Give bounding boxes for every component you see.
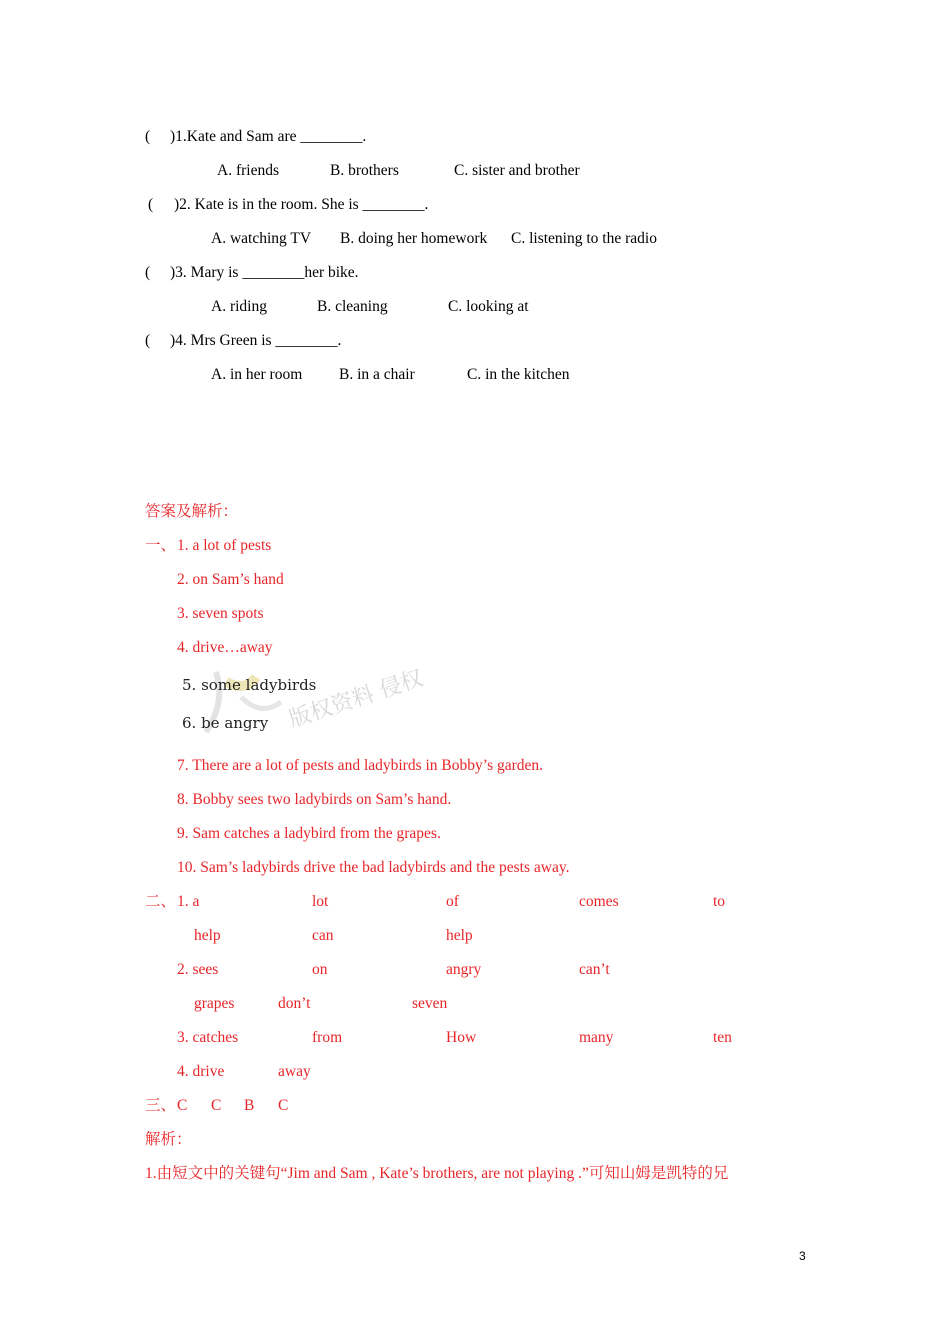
question-4-stem: )4. Mrs Green is ________. xyxy=(170,332,342,349)
part2-cell: 2. sees xyxy=(177,961,219,978)
question-4-option-c: C. in the kitchen xyxy=(467,366,570,383)
scanned-answer-snippet xyxy=(176,662,436,746)
question-2-option-b: B. doing her homework xyxy=(340,230,488,247)
part2-cell: comes xyxy=(579,893,619,910)
part1-item-6: 6. be angry xyxy=(182,714,269,732)
part1-marker: 一、 xyxy=(145,537,177,554)
part2-cell: from xyxy=(312,1029,343,1046)
part2-cell: 4. drive xyxy=(177,1063,225,1080)
part2-cell: grapes xyxy=(194,995,235,1012)
part2-cell: How xyxy=(446,1029,477,1046)
part2-cell: to xyxy=(713,893,726,910)
question-1-option-a: A. friends xyxy=(217,162,279,179)
part2-cell: lot xyxy=(312,893,329,910)
question-1-stem: )1.Kate and Sam are ________. xyxy=(170,128,367,145)
part1-item-3: 3. seven spots xyxy=(177,605,264,622)
part2-cell: help xyxy=(446,927,473,944)
question-1-option-c: C. sister and brother xyxy=(454,162,580,179)
part1-item-2: 2. on Sam’s hand xyxy=(177,571,284,588)
part1-item-1: 1. a lot of pests xyxy=(177,537,272,554)
question-2-bracket: ( xyxy=(148,196,154,213)
part1-item-4: 4. drive…away xyxy=(177,639,273,656)
question-1-bracket: ( xyxy=(145,128,151,145)
question-3-option-b: B. cleaning xyxy=(317,298,388,315)
question-3-option-c: C. looking at xyxy=(448,298,529,315)
part3-answer: C xyxy=(278,1097,289,1114)
part2-cell: 1. a xyxy=(177,893,200,910)
part3-answer: B xyxy=(244,1097,255,1114)
part2-cell: 3. catches xyxy=(177,1029,239,1046)
question-2-stem: )2. Kate is in the room. She is ________. xyxy=(174,196,429,213)
question-3-stem: )3. Mary is ________her bike. xyxy=(170,264,359,281)
question-3-option-a: A. riding xyxy=(211,298,267,315)
part1-sentence-9: 9. Sam catches a ladybird from the grapes. xyxy=(177,825,441,842)
question-2-option-c: C. listening to the radio xyxy=(511,230,657,247)
part1-sentence-8: 8. Bobby sees two ladybirds on Sam’s hand. xyxy=(177,791,452,808)
question-4-option-a: A. in her room xyxy=(211,366,303,383)
analysis-heading: 解析： xyxy=(145,1131,192,1148)
question-2-option-a: A. watching TV xyxy=(211,230,312,247)
watermark-text: 版权资料 侵权 xyxy=(286,666,427,733)
part2-cell: ten xyxy=(713,1029,732,1046)
part2-cell: many xyxy=(579,1029,614,1046)
answers-heading: 答案及解析： xyxy=(145,503,239,520)
part2-cell: on xyxy=(312,961,328,978)
part3-marker: 三、 xyxy=(145,1097,177,1114)
part2-cell: angry xyxy=(446,961,482,978)
part2-cell: don’t xyxy=(278,995,311,1012)
part3-answer: C xyxy=(211,1097,222,1114)
part1-sentence-10: 10. Sam’s ladybirds drive the bad ladybirds and the pests away. xyxy=(177,859,570,876)
question-4-bracket: ( xyxy=(145,332,151,349)
question-4-option-b: B. in a chair xyxy=(339,366,415,383)
page-number: 3 xyxy=(799,1249,806,1263)
part2-marker: 二、 xyxy=(145,893,177,910)
analysis-1: 1.由短文中的关键句“Jim and Sam , Kate’s brothers, are not playing .”可知山姆是凯特的兄 xyxy=(145,1165,729,1182)
question-3-bracket: ( xyxy=(145,264,151,281)
part2-cell: away xyxy=(278,1063,311,1080)
part1-sentence-7: 7. There are a lot of pests and ladybirds in Bobby’s garden. xyxy=(177,757,544,774)
part3-answer: C xyxy=(177,1097,188,1114)
part2-cell: can’t xyxy=(579,961,610,978)
part2-cell: help xyxy=(194,927,221,944)
part1-item-5: 5. some ladybirds xyxy=(182,676,317,694)
part2-cell: can xyxy=(312,927,334,944)
question-1-option-b: B. brothers xyxy=(330,162,399,179)
part2-cell: of xyxy=(446,893,459,910)
part2-cell: seven xyxy=(412,995,448,1012)
